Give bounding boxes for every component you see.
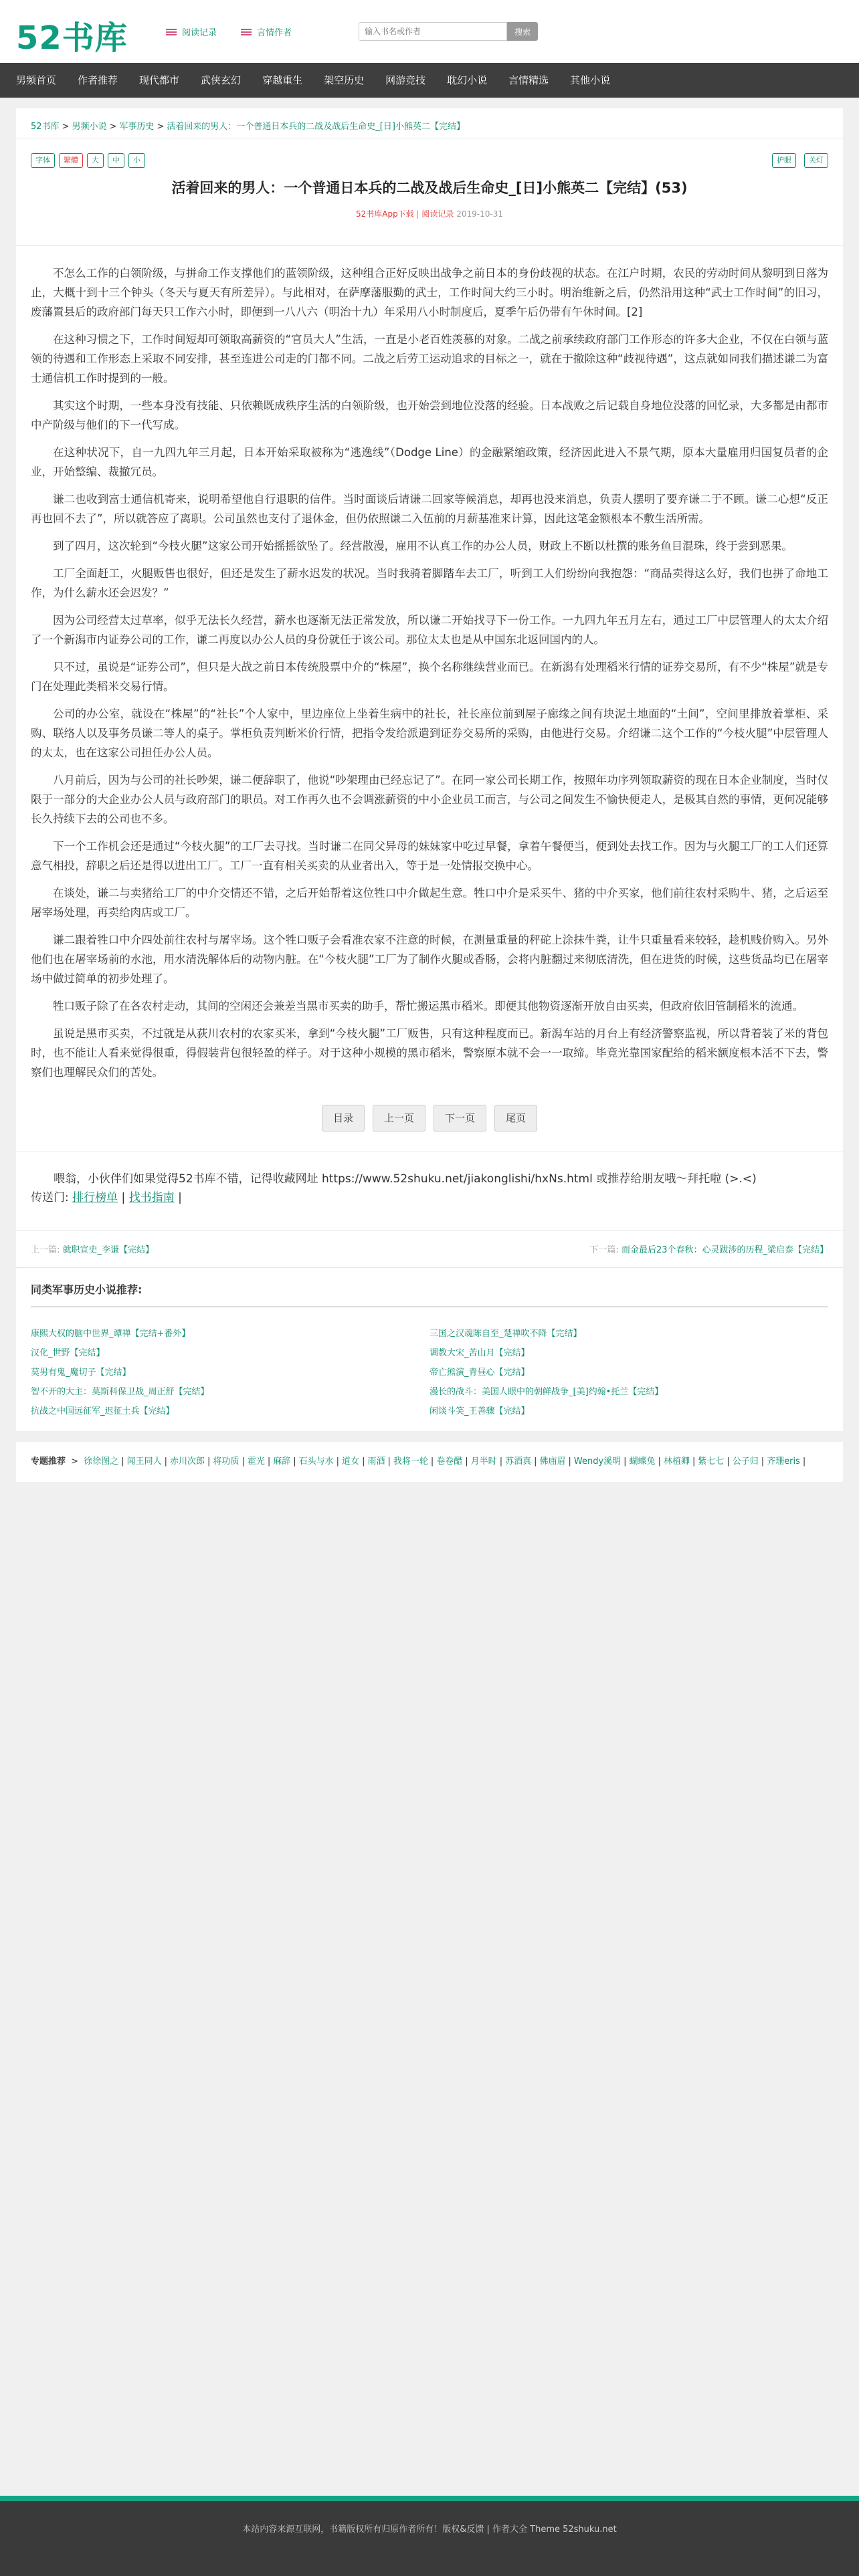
topic-link[interactable]: Wendy溪明 [573,1457,622,1467]
pager [16,1105,843,1132]
topic-separator: | [362,1457,365,1467]
list-item [31,1365,430,1378]
search-input[interactable] [359,22,507,41]
nav-item[interactable]: 耽幻小说 [447,74,488,86]
similar-book-link[interactable]: 三国之汉魂陈自至_楚禅吹不降【完结】 [430,1329,582,1339]
top-links [166,25,292,38]
nav-item[interactable]: 作者推荐 [78,74,118,86]
content-paragraph: 八月前后，因为与公司的社长吵架，谦二便辞职了，他说“吵架理由已经忘记了”。在同一家公司长期工作，按照年功序列领取薪资的现在日本企业制度，当时仅限于一部分的大企业办公人员与政府部门的职员。对工作再久也不会调涨薪资的中小企业员工而言，与公司之间发生不愉快便走人，是极其自然的事情，更何况能够长久持续下去的公司也不多。 [31,774,828,825]
nav-item[interactable]: 架空历史 [324,74,365,86]
topic-separator: | [568,1457,571,1467]
topic-link[interactable]: 蝴蝶兔 [629,1457,656,1467]
similar-book-link[interactable]: 智不开的大主：莫斯科保卫战_周正舒【完结】 [31,1387,209,1397]
favorite-authors-label: 言情作者 [257,28,292,38]
chapter-title: 活着回来的男人：一个普通日本兵的二战及战后生命史_[日]小熊英二【完结】(53) [171,180,688,196]
font-small-button[interactable]: 小 [128,153,145,168]
reading-record-link[interactable] [166,25,217,38]
topics-bar: 专题推荐 > 徐徐图之 | 闻王同人 | 赤川次郎 | 将功质 | 霍光 | 麻辞 | 石头与水 | 道女 | 雨酒 | 我将一轮 | 卷卷醋 | 月半时 | 苏酒真 | 佛庙眉 | Wendy溪明 | 蝴蝶兔 | 林植卿 | 紫七七 | 公子归 | 齐珊eris | [16,1442,843,1482]
topic-separator: | [658,1457,661,1467]
topic-link[interactable]: 徐徐图之 [84,1457,119,1467]
site-footer [0,2501,859,2576]
portal-separator: | [178,1191,182,1204]
content-paragraph: 工厂全面赶工，火腿贩售也很好，但还是发生了薪水迟发的状况。当时我骑着脚踏车去工厂，听到工人们纷纷向我抱怨：“商品卖得这么好，我们也拼了命地工作，为什么薪水还会迟发？” [31,567,828,599]
topic-separator: | [267,1457,271,1467]
chapter-header [16,138,843,245]
list-item [31,1346,430,1358]
content-paragraph: 谦二也收到富士通信机寄来，说明希望他自行退职的信件。当时面谈后请谦二回家等候消息，却再也没来消息，负责人摆明了要弃谦二于不顾。谦二心想“反正再也回不去了”，所以就答应了离职。公司虽然也支付了退休金，但仍依照谦二入伍前的月薪基准来计算，因此这笔金额根本不敷生活所需。 [31,493,828,525]
similar-books-title: 同类军事历史小说推荐: [31,1268,828,1307]
chapter-content [16,246,843,1082]
topic-separator: | [624,1457,627,1467]
topic-link[interactable]: 麻辞 [273,1457,291,1467]
book-guide-link[interactable]: 找书指南 [128,1191,175,1204]
footer-text: 本站内容来源互联网，书籍版权所有归原作者所有！版权&反馈 | 作者大全 Theme 52shuku.net [242,2525,617,2535]
topic-separator: | [802,1457,806,1467]
topic-link[interactable]: 林植卿 [663,1457,690,1467]
portal-label: 传送门: [31,1191,69,1204]
topic-link[interactable]: 闻王同人 [126,1457,162,1467]
list-icon [166,28,177,36]
content-paragraph: 谦二跟着牲口中介四处前往农村与屠宰场。这个牲口贩子会看准农家不注意的时候，在测量重量的秤砣上涂抹牛粪，让牛只重量看来较轻，趁机贱价购入。另外他们也在屠宰场前的水池，用水清洗解体后的动物内脏。在“今枝火腿”工厂为了制作火腿或香肠，会将内脏翻过来彻底清洗，但在进货的时候，这些货品均已在屠宰场中做过简单的初步处理了。 [31,934,828,985]
topic-separator: | [534,1457,537,1467]
content-paragraph: 虽说是黑市买卖，不过就是从荻川农村的农家买米，拿到“今枝火腿”工厂贩售，只有这种程度而已。新潟车站的月台上有经济警察监视，所以背着装了米的背包时，也不能让人看来觉得很重，得假装背包很轻盈的样子。对于这种小规模的黑市稻米，警察原本就不会一一取缔。毕竟光靠国家配给的稻米额度根本活不下去，警察们也理解民众们的苦处。 [31,1027,828,1079]
prev-page-button[interactable]: 上一页 [373,1105,425,1132]
content-paragraph: 在这种状况下，自一九四九年三月起，日本开始采取被称为“逃逸线”（Dodge Line）的金融紧缩政策，经济因此进入不景气期，原本大量雇用归国复员者的企业，开始整编、裁撤冗员。 [31,446,828,478]
list-item [430,1365,828,1378]
content-paragraph: 到了四月，这次轮到“今枝火腿”这家公司开始摇摇欲坠了。经营散漫，雇用不认真工作的办公人员，财政上不断以杜撰的账务鱼目混珠，终于尝到恶果。 [53,540,793,552]
publish-date: 2019-10-31 [456,209,503,219]
similar-book-link[interactable]: 康熙大权的脑中世界_谭禅【完结+番外】 [31,1329,191,1339]
similar-book-link[interactable]: 调教大宋_苦山月【完结】 [430,1348,530,1358]
topic-separator: | [242,1457,245,1467]
topic-link[interactable]: 苏酒真 [505,1457,532,1467]
topic-link[interactable]: 道女 [342,1457,360,1467]
display-toolbar [772,153,828,168]
content-paragraph: 在谈处，谦二与卖猪给工厂的中介交情还不错，之后开始帮着这位牲口中介做起生意。牲口中介是采买牛、猪的中介买家，他们前往农村采购牛、猪，之后运至屠宰场处理，再卖给肉店或工厂。 [31,887,828,919]
content-paragraph: 牲口贩子除了在各农村走动，其间的空闲还会兼差当黑市买卖的助手，帮忙搬运黑市稻米。即便其他物资逐渐开放自由买卖，但政府依旧管制稻米的流通。 [53,1000,803,1012]
meta-separator: | [416,209,419,219]
breadcrumb: 52书库 > 男频小说 > 军事历史 > 活着回来的男人：一个普通日本兵的二战及战后生命史_[日]小熊英二【完结】 [31,122,465,132]
topic-separator: | [293,1457,296,1467]
app-download-link[interactable]: 52书库App下载 [355,209,414,219]
next-page-button[interactable]: 下一页 [434,1105,486,1132]
topic-link[interactable]: 月半时 [470,1457,497,1467]
similar-book-link[interactable]: 汉化_世野【完结】 [31,1348,105,1358]
reading-record-label: 阅读记录 [182,28,217,38]
similar-books [16,1307,843,1431]
topic-separator: | [207,1457,211,1467]
topic-link[interactable]: 赤川次郎 [170,1457,205,1467]
list-item [430,1404,828,1416]
breadcrumb-category[interactable]: 军事历史 [119,122,155,132]
list-item [430,1326,828,1339]
breadcrumb-home[interactable]: 52书库 [31,122,60,132]
portal-separator: | [121,1191,126,1204]
prev-article-link[interactable]: 就职宣史_李谦【完结】 [62,1245,155,1255]
content-paragraph: 不怎么工作的白领阶级，与拼命工作支撑他们的蓝领阶级，这种组合正好反映出战争之前日本的身份歧视的状态。在江户时期，农民的劳动时间从黎明到日落为止，大概十到十三个钟头（冬天与夏天有所差异）。与此相对，在萨摩藩服勤的武士，工作时间大约三小时。明治维新之后，仍然沿用这种“武士工作时间”的旧习，废藩置县后的政府部门每天只工作六小时，即便到一八八六（明治十九）年采用八小时制度后，夏季午后仍带有午休时间。[2] [31,267,828,318]
article-container [16,108,843,1431]
font-toolbar [31,153,145,168]
topic-separator: | [387,1457,391,1467]
list-icon [241,28,252,36]
topics-label: 专题推荐 [31,1457,66,1467]
topic-separator: | [465,1457,468,1467]
nav-item[interactable]: 其他小说 [570,74,611,86]
breadcrumb-current[interactable]: 活着回来的男人：一个普通日本兵的二战及战后生命史_[日]小熊英二【完结】 [167,122,465,132]
topic-separator: | [121,1457,124,1467]
nav-item[interactable]: 穿越重生 [262,74,303,86]
lights-off-button[interactable]: 关灯 [804,153,828,168]
reading-record-link-2[interactable]: 阅读记录 [421,209,454,219]
site-header [0,0,859,63]
nav-item[interactable]: 男频首页 [16,74,57,86]
topic-separator: | [761,1457,765,1467]
bookmark-tip [16,1152,843,1230]
topic-separator: | [164,1457,168,1467]
content-paragraph: 在这种习惯之下，工作时间短却可领取高薪资的“官员大人”生活，一直是小老百姓羡慕的对象。二战之前承续政府部门工作形态的许多大企业，不仅在白领与蓝领的待遇和工作形态上采取不同安排，甚至连进公司走的门都不同。二战之后劳工运动追求的目标之一，就在于撤除这种“歧视待遇”，这点就如同我们描述谦二为富士通信机工作时提到的一般。 [31,333,828,385]
search-form [359,22,538,41]
next-article-link[interactable]: 而金最后23个春秋：心灵跋涉的历程_梁启泰【完结】 [621,1245,828,1255]
bookmark-tip-text: 喂翁，小伙伴们如果觉得52书库不错，记得收藏网址 https://www.52shuku.net/jiakonglishi/hxNs.html 或推荐给朋友哦～拜托啦 (>.<) [54,1172,757,1186]
topic-separator: | [336,1457,340,1467]
last-page-button[interactable]: 尾页 [494,1105,537,1132]
prev-article-label: 上一篇: [31,1245,60,1255]
font-large-button[interactable]: 大 [87,153,104,168]
list-item [430,1346,828,1358]
next-article [589,1243,828,1255]
topic-link[interactable]: 卷卷醋 [436,1457,463,1467]
prev-next-articles [16,1230,843,1267]
content-paragraph: 公司的办公室，就设在“株屋”的“社长”个人家中，里边座位上坐着生病中的社长，社长座位前到屋子廊缘之间有块泥土地面的“土间”，空间里排放着掌柜、采购、联络人以及事务员谦二等人的桌子。掌柜负责判断米价行情，把指令发给派遣到证券交易所的采购，由他进行交易。介绍谦二这个工作的“今枝火腿”中层管理人的太太，也在这家公司担任办公人员。 [31,708,828,759]
nav-item[interactable]: 武侠玄幻 [201,74,242,86]
content-paragraph: 下一个工作机会还是通过“今枝火腿”的工厂去寻找。当时谦二在同父异母的妹妹家中吃过早餐，拿着午餐便当，便到处去找工作。因为与火腿工厂的工人们还算意气相投，辞职之后还是得以进出工厂。工厂一直有相关买卖的从业者出入，等于是一处情报交换中心。 [31,840,828,872]
similar-book-link[interactable]: 抗战之中国远征军_迟征土兵【完结】 [31,1406,175,1416]
nav-item[interactable]: 言情精选 [508,74,549,86]
topic-link[interactable]: 我将一轮 [393,1457,428,1467]
portal-links [31,1188,828,1207]
font-button[interactable]: 字体 [31,153,55,168]
similar-book-link[interactable]: 闲谈斗笑_王善骤【完结】 [430,1406,530,1416]
topic-link[interactable]: 齐珊eris [767,1457,800,1467]
list-item [31,1326,430,1339]
topic-link[interactable]: 紫七七 [698,1457,725,1467]
nav-item[interactable]: 网游竞技 [385,74,426,86]
nav-item[interactable]: 现代都市 [139,74,180,86]
similar-book-link[interactable]: 帝亡熊演_青昼心【完结】 [430,1368,530,1378]
next-article-label: 下一篇: [589,1245,619,1255]
topic-link[interactable]: 雨酒 [367,1457,385,1467]
list-item [31,1404,430,1416]
topic-separator: | [499,1457,503,1467]
footer-accent-line [0,2496,859,2501]
font-medium-button[interactable]: 中 [108,153,124,168]
topic-link[interactable]: 将功质 [213,1457,240,1467]
similar-book-link[interactable]: 漫长的战斗：美国人眼中的朝鲜战争_[美]约翰•托兰【完结】 [430,1387,664,1397]
eye-protect-button[interactable]: 护眼 [772,153,796,168]
topic-link[interactable]: 佛庙眉 [539,1457,566,1467]
topic-link[interactable]: 霍光 [247,1457,265,1467]
search-button[interactable]: 搜索 [507,22,538,41]
topic-separator: | [430,1457,434,1467]
site-logo[interactable]: 52书库 [16,19,128,57]
topic-link[interactable]: 公子归 [732,1457,759,1467]
content-paragraph: 只不过，虽说是“证券公司”，但只是大战之前日本传统股票中介的“株屋”，换个名称继续营业而已。在新潟有处理稻米行情的证券交易所，有不少“株屋”就是专门在处理此类稻米交易行情。 [31,661,828,693]
similar-book-link[interactable]: 莫男有鬼_魔切子【完结】 [31,1368,131,1378]
content-paragraph: 其实这个时期，一些本身没有技能、只依赖既成秩序生活的白领阶级，也开始尝到地位没落的经验。日本战败之后记载自身地位没落的回忆录，大多都是由都市中产阶级与他们的下一代写成。 [31,399,828,431]
list-item [430,1384,828,1397]
topic-link[interactable]: 石头与水 [298,1457,334,1467]
favorite-authors-link[interactable] [241,25,292,38]
content-paragraph: 因为公司经营太过草率，似乎无法长久经营，薪水也逐渐无法正常发放，所以谦二开始找寻下一份工作。一九四九年五月左右，通过工厂中层管理人的太太介绍了一个新潟市内证券公司的工作，谦二再度以办公人员的身份就任于该公司。那位太太也是从中国东北返回国内的人。 [31,614,828,646]
breadcrumb-section[interactable]: 男频小说 [72,122,107,132]
chapter-meta [16,208,843,219]
list-item [31,1384,430,1397]
topic-separator: | [727,1457,730,1467]
topic-separator: | [692,1457,696,1467]
toc-button[interactable]: 目录 [322,1105,365,1132]
main-nav [0,63,859,98]
traditional-button[interactable]: 繁體 [59,153,83,168]
prev-article [31,1243,154,1255]
ranking-link[interactable]: 排行榜单 [72,1191,118,1204]
